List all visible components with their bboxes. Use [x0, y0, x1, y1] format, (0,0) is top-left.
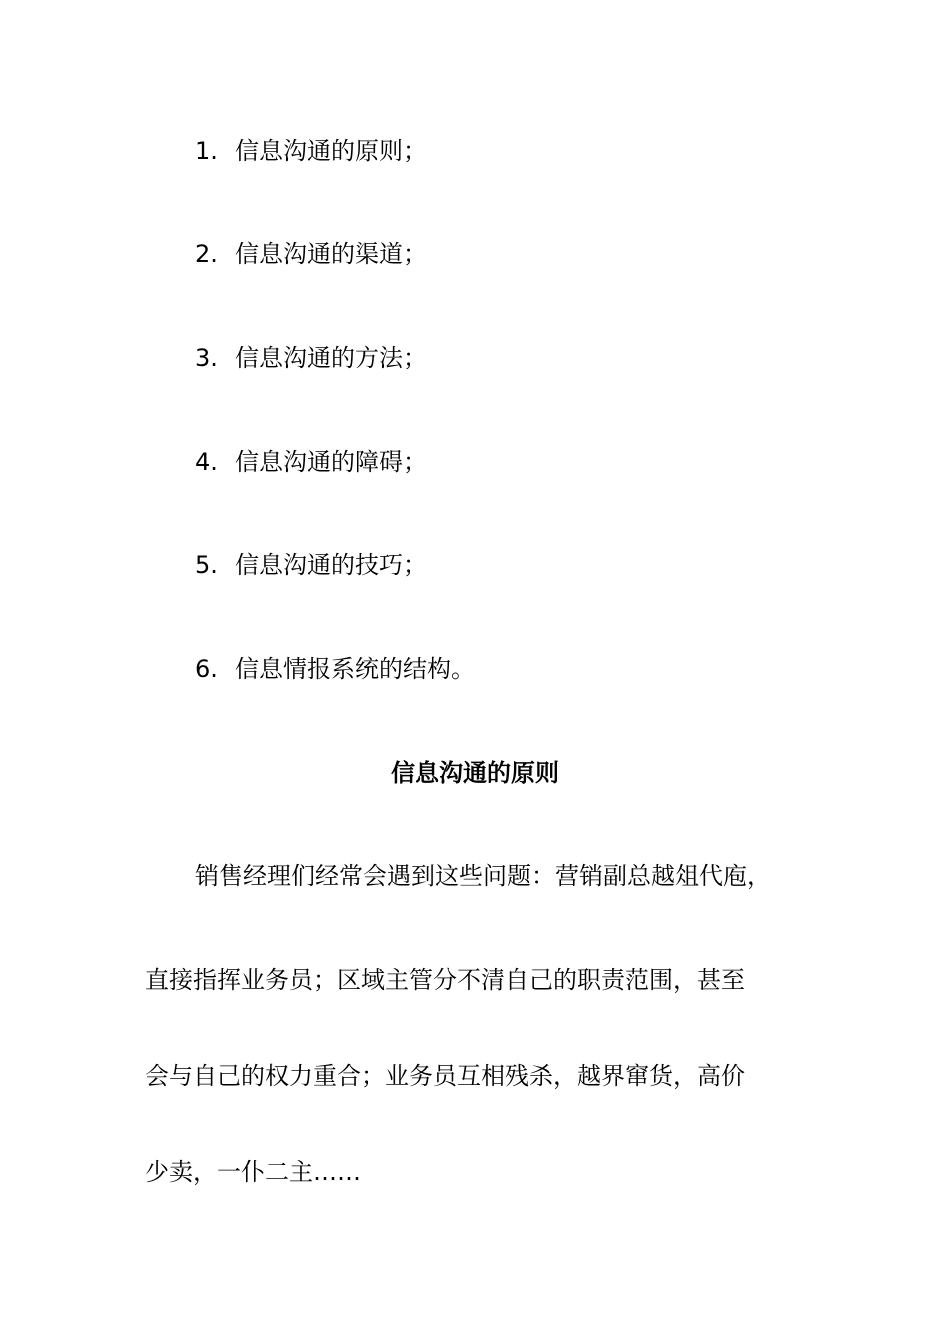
outline-item-number: 6. — [195, 655, 218, 683]
paragraph-line-3: 会与自己的权力重合；业务员互相残杀，越界窜货，高价 — [145, 1062, 745, 1090]
outline-item-text: 信息沟通的方法； — [235, 344, 427, 372]
outline-item-text: 信息沟通的原则； — [235, 137, 427, 165]
paragraph-line-4: 少卖，一仆二主…… — [145, 1158, 361, 1186]
paragraph-line-2: 直接指挥业务员；区域主管分不清自己的职责范围，甚至 — [145, 966, 745, 994]
outline-item-4 — [195, 446, 427, 478]
outline-item-number: 1. — [195, 137, 218, 165]
outline-item-text: 信息沟通的渠道； — [235, 240, 427, 268]
outline-item-5 — [195, 549, 427, 581]
outline-item-number: 4. — [195, 448, 218, 476]
outline-item-6 — [195, 653, 475, 685]
outline-item-text: 信息沟通的技巧； — [235, 551, 427, 579]
outline-item-3 — [195, 342, 427, 374]
outline-item-text: 信息情报系统的结构。 — [235, 655, 475, 683]
section-heading: 信息沟通的原则 — [391, 759, 559, 787]
outline-item-number: 5. — [195, 551, 218, 579]
outline-item-1 — [195, 135, 427, 167]
paragraph-line-1: 销售经理们经常会遇到这些问题：营销副总越俎代庖， — [195, 862, 771, 890]
outline-item-text: 信息沟通的障碍； — [235, 448, 427, 476]
outline-item-2 — [195, 238, 427, 270]
outline-item-number: 3. — [195, 344, 218, 372]
outline-item-number: 2. — [195, 240, 218, 268]
